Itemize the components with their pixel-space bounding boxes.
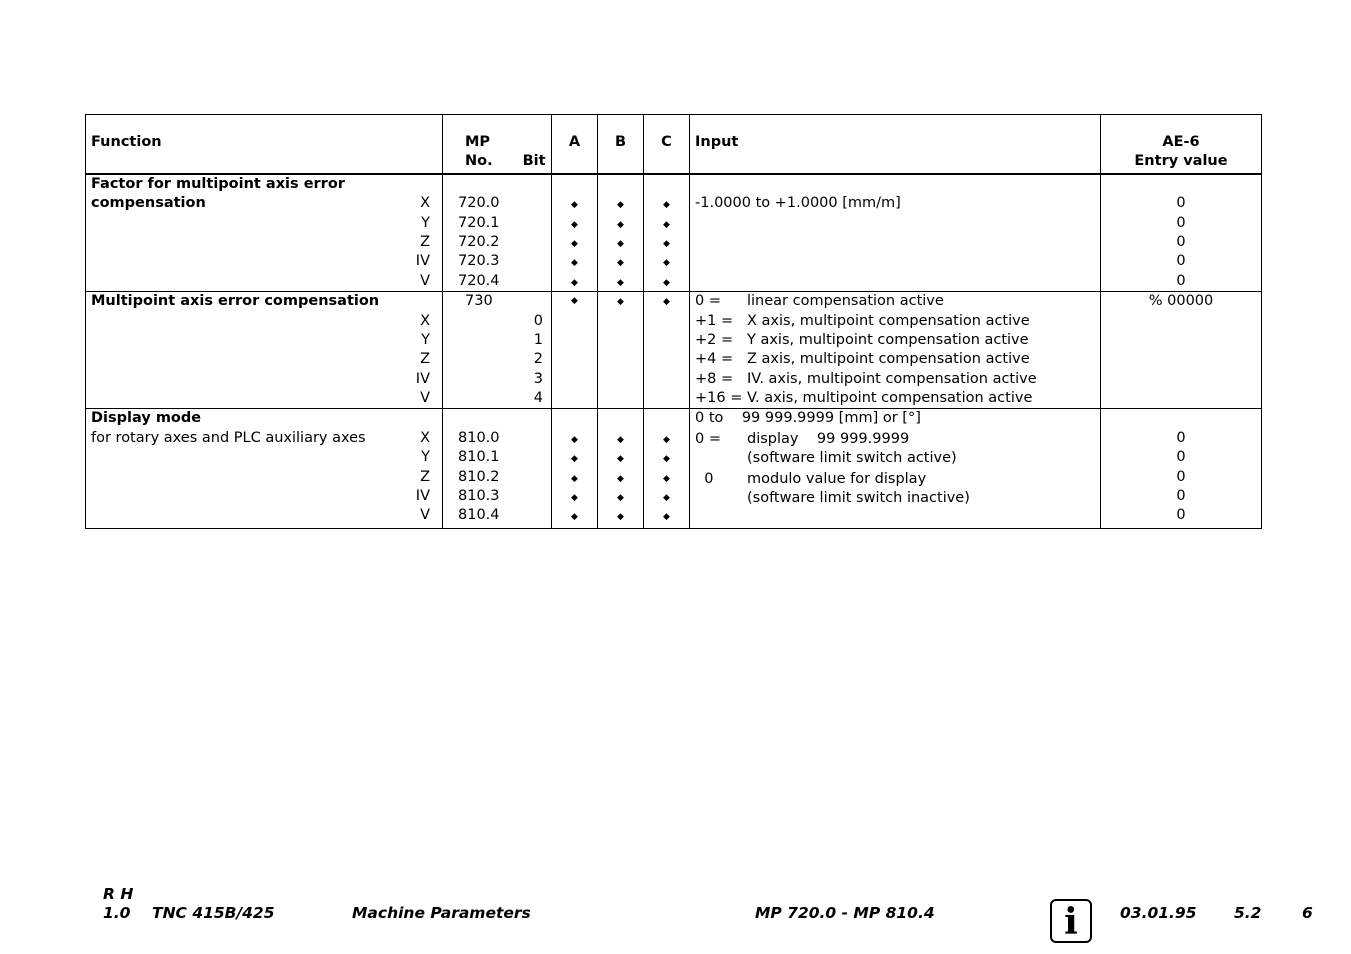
diamond-icon: ◆ bbox=[617, 493, 624, 504]
diamond-icon: ◆ bbox=[663, 512, 670, 523]
entry-value: 0 bbox=[1176, 233, 1186, 250]
footer-date: 03.01.95 bbox=[1120, 904, 1197, 922]
input-option: (software limit switch inactive) bbox=[747, 490, 970, 507]
axis-label: Z bbox=[420, 233, 430, 250]
section-row-720 bbox=[86, 174, 1262, 292]
axis-label: IV bbox=[415, 253, 430, 270]
header-ae6: AE-6 bbox=[1162, 134, 1200, 150]
header-b: B bbox=[598, 115, 644, 174]
diamond-icon: ◆ bbox=[571, 493, 578, 504]
axis-label: Y bbox=[421, 214, 430, 231]
header-mp-label: MP bbox=[465, 134, 491, 150]
function-subtitle: for rotary axes and PLC auxiliary axes bbox=[91, 429, 366, 446]
entry-cell bbox=[1101, 174, 1262, 292]
header-no-label: No. bbox=[465, 153, 493, 170]
bit-list bbox=[534, 312, 543, 409]
diamond-icon: ◆ bbox=[663, 454, 670, 465]
dots-a bbox=[552, 292, 598, 409]
bit-number: 0 bbox=[533, 312, 543, 329]
footer-page: 6 bbox=[1302, 904, 1313, 922]
section-row-810 bbox=[86, 409, 1262, 528]
bit-number: 3 bbox=[533, 370, 543, 387]
diamond-icon: ◆ bbox=[571, 200, 578, 211]
diamond-icon: ◆ bbox=[663, 219, 670, 230]
function-cell bbox=[86, 292, 443, 409]
entry-value: 0 bbox=[1176, 253, 1186, 270]
footer-product: TNC 415B/425 bbox=[152, 904, 275, 922]
mp-number: 720.1 bbox=[458, 214, 500, 231]
diamond-icon: ◆ bbox=[617, 277, 624, 288]
axis-label: X bbox=[420, 195, 430, 212]
entry-value: 0 bbox=[1176, 488, 1186, 505]
axis-label: Y bbox=[421, 449, 430, 466]
diamond-icon: ◆ bbox=[571, 454, 578, 465]
mp-cell bbox=[443, 174, 552, 292]
entry-value: 0 bbox=[1176, 468, 1186, 485]
diamond-icon: ◆ bbox=[663, 200, 670, 211]
machine-parameter-table bbox=[85, 114, 1262, 529]
input-option: 0 modulo value for display bbox=[695, 470, 927, 487]
footer-version: 1.0 bbox=[103, 904, 131, 922]
axis-list bbox=[416, 194, 430, 291]
mp-number: 720.3 bbox=[458, 253, 500, 270]
diamond-icon: ◆ bbox=[663, 277, 670, 288]
mp-cell bbox=[443, 292, 552, 409]
diamond-icon: ◆ bbox=[617, 238, 624, 249]
input-range-text: 0 to 99 999.9999 [mm] or [°] bbox=[695, 410, 921, 427]
diamond-icon: ◆ bbox=[663, 297, 670, 308]
bit-number: 2 bbox=[533, 351, 543, 368]
axis-label: V bbox=[420, 507, 430, 524]
diamond-icon: ◆ bbox=[617, 200, 624, 211]
input-cell bbox=[690, 292, 1101, 409]
input-range-text: -1.0000 to +1.0000 [mm/m] bbox=[695, 195, 901, 212]
diamond-icon: ◆ bbox=[571, 277, 578, 288]
footer-range: MP 720.0 - MP 810.4 bbox=[755, 904, 935, 922]
axis-label: X bbox=[420, 429, 430, 446]
mp-number: 810.2 bbox=[458, 468, 500, 485]
diamond-icon: ◆ bbox=[571, 434, 578, 445]
footer-title: Machine Parameters bbox=[352, 904, 531, 922]
diamond-icon: ◆ bbox=[663, 473, 670, 484]
diamond-icon: ◆ bbox=[663, 493, 670, 504]
bit-number: 4 bbox=[533, 390, 543, 407]
footer-section: 5.2 bbox=[1234, 904, 1262, 922]
diamond-icon: ◆ bbox=[571, 512, 578, 523]
dots-a bbox=[552, 174, 598, 292]
axis-label: IV bbox=[415, 488, 430, 505]
input-option: (software limit switch active) bbox=[747, 450, 957, 467]
axis-label: Z bbox=[420, 468, 430, 485]
header-row bbox=[86, 115, 1262, 174]
mp-number: 810.4 bbox=[458, 507, 500, 524]
entry-value: 0 bbox=[1176, 272, 1186, 289]
axis-label: IV bbox=[415, 370, 430, 387]
entry-value: 0 bbox=[1176, 429, 1186, 446]
input-option: 0 = display 99 999.9999 bbox=[695, 430, 910, 447]
header-entry bbox=[1101, 115, 1262, 174]
header-bit-label: Bit bbox=[522, 153, 546, 170]
axis-label: X bbox=[420, 312, 430, 329]
mp-number: 720.0 bbox=[458, 195, 500, 212]
diamond-icon: ◆ bbox=[617, 219, 624, 230]
dots-a bbox=[552, 409, 598, 528]
diamond-icon: ◆ bbox=[617, 512, 624, 523]
function-title-line-1: Factor for multipoint axis error bbox=[91, 175, 345, 192]
input-cell bbox=[690, 174, 1101, 292]
info-icon: i bbox=[1050, 899, 1092, 943]
diamond-icon: ◆ bbox=[663, 434, 670, 445]
diamond-icon: ◆ bbox=[617, 473, 624, 484]
diamond-icon: ◆ bbox=[663, 258, 670, 269]
diamond-icon: ◆ bbox=[571, 238, 578, 249]
function-title: Multipoint axis error compensation bbox=[91, 293, 380, 310]
entry-cell bbox=[1101, 292, 1262, 409]
mp-number: 810.1 bbox=[458, 449, 500, 466]
input-option: +8 = IV. axis, multipoint compensation active bbox=[695, 370, 1037, 387]
mp-number: 730 bbox=[465, 293, 493, 310]
axis-label: V bbox=[420, 390, 430, 407]
input-option: 0 = linear compensation active bbox=[695, 293, 944, 310]
axis-list bbox=[416, 312, 430, 409]
dots-b bbox=[598, 409, 644, 528]
header-function: Function bbox=[86, 115, 443, 174]
entry-value: 0 bbox=[1176, 449, 1186, 466]
header-input: Input bbox=[690, 115, 1101, 174]
dots-b bbox=[598, 174, 644, 292]
mp-number: 720.4 bbox=[458, 272, 500, 289]
header-a: A bbox=[552, 115, 598, 174]
input-cell bbox=[690, 409, 1101, 528]
dots-c bbox=[644, 292, 690, 409]
diamond-icon: ◆ bbox=[617, 297, 624, 308]
entry-value: 0 bbox=[1176, 507, 1186, 524]
mp-cell bbox=[443, 409, 552, 528]
section-row-730 bbox=[86, 292, 1262, 409]
axis-label: V bbox=[420, 272, 430, 289]
footer-rh: R H bbox=[103, 885, 134, 903]
diamond-icon: ◆ bbox=[571, 258, 578, 269]
input-option: +16 = V. axis, multipoint compensation active bbox=[695, 390, 1033, 407]
header-mp bbox=[443, 115, 552, 174]
function-cell bbox=[86, 174, 443, 292]
entry-cell bbox=[1101, 409, 1262, 528]
entry-value: 0 bbox=[1176, 195, 1186, 212]
diamond-icon: ◆ bbox=[571, 296, 578, 307]
function-title: Display mode bbox=[91, 410, 202, 427]
bit-number: 1 bbox=[533, 331, 543, 348]
diamond-icon: ◆ bbox=[617, 454, 624, 465]
diamond-icon: ◆ bbox=[663, 238, 670, 249]
mp-number: 810.0 bbox=[458, 429, 500, 446]
header-entry-value: Entry value bbox=[1134, 153, 1228, 170]
input-option: +1 = X axis, multipoint compensation active bbox=[695, 312, 1030, 329]
diamond-icon: ◆ bbox=[571, 473, 578, 484]
dots-b bbox=[598, 292, 644, 409]
axis-label: Y bbox=[421, 331, 430, 348]
input-option: +2 = Y axis, multipoint compensation active bbox=[695, 331, 1029, 348]
function-title-line-2: compensation bbox=[91, 195, 206, 212]
diamond-icon: ◆ bbox=[617, 258, 624, 269]
function-cell bbox=[86, 409, 443, 528]
entry-value: 0 bbox=[1176, 214, 1186, 231]
mp-number: 810.3 bbox=[458, 488, 500, 505]
mp-number: 720.2 bbox=[458, 233, 500, 250]
header-c: C bbox=[644, 115, 690, 174]
entry-value: % 00000 bbox=[1148, 293, 1214, 310]
dots-c bbox=[644, 174, 690, 292]
dots-c bbox=[644, 409, 690, 528]
input-option: +4 = Z axis, multipoint compensation active bbox=[695, 351, 1030, 368]
axis-label: Z bbox=[420, 351, 430, 368]
diamond-icon: ◆ bbox=[617, 434, 624, 445]
diamond-icon: ◆ bbox=[571, 219, 578, 230]
axis-list bbox=[416, 429, 430, 526]
